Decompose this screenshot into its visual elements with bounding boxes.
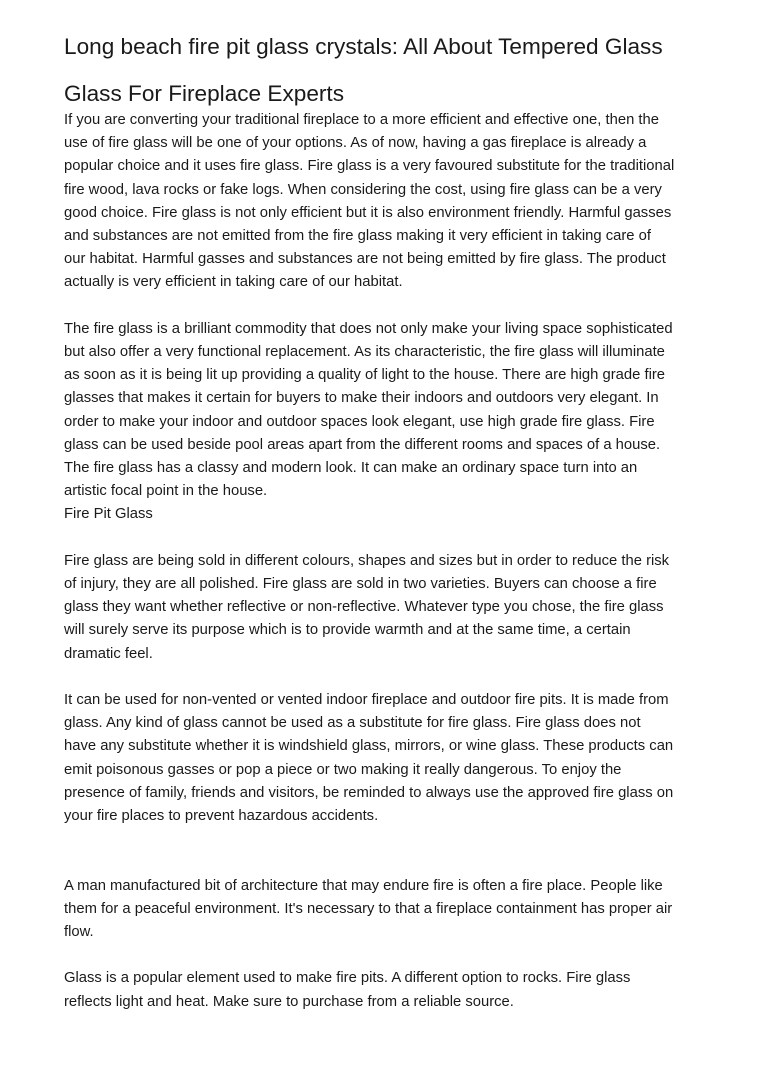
document-title: Long beach fire pit glass crystals: All About Tempered Glass — [64, 34, 663, 59]
paragraph-spacer — [64, 828, 714, 874]
paragraph-popular-element: Glass is a popular element used to make fire pits. A different option to rocks. Fire glass reflects light and heat. Make sure to purchase from a reliable source. — [64, 970, 631, 1010]
section-heading-fire-pit-glass: Fire Pit Glass — [64, 506, 153, 523]
paragraph-spacer — [64, 527, 714, 550]
document-page — [64, 32, 714, 1014]
paragraph-brilliant-commodity: The fire glass is a brilliant commodity that does not only make your living space sophisticated but also offer a very functional replacement. As its characteristic, the fire glass will illuminate as soon as it is being lit up providing a quality of light to the house. There are high grade fire glasses that makes it certain for buyers to make their indoors and outdoors very elegant. In order to make your indoor and outdoor spaces look elegant, use high grade fire glass. Fire glass can be used beside pool areas apart from the different rooms and spaces of a house. The fire glass has a classy and modern look. It can make an ordinary space turn into an artistic focal point in the house. — [64, 320, 673, 500]
document-body — [64, 109, 714, 1014]
paragraph-intro: If you are converting your traditional fireplace to a more efficient and effective one, then the use of fire glass will be one of your options. As of now, having a gas fireplace is already a popular choice and it uses fire glass. Fire glass is a very favoured substitute for the traditional fire wood, lava rocks or fake logs. When considering the cost, using fire glass can be a very good choice. Fire glass is not only efficient but it is also environment friendly. Harmful gasses and substances are not emitted from the fire glass making it very efficient in taking care of our habitat. Harmful gasses and substances are not being emitted by fire glass. The product actually is very efficient in taking care of our habitat. — [64, 112, 675, 291]
paragraph-vented-fireplace: It can be used for non-vented or vented indoor fireplace and outdoor fire pits. It is made from glass. Any kind of glass cannot be used as a substitute for fire glass. Fire glass does not have any substitute whether it is windshield glass, mirrors, or wine glass. These products can emit poisonous gasses or pop a piece or two making it really dangerous. To enjoy the presence of family, friends and visitors, be reminded to always use the approved fire glass on your fire places to prevent hazardous accidents. — [64, 692, 674, 825]
paragraph-spacer — [64, 944, 714, 967]
document-subtitle: Glass For Fireplace Experts — [64, 81, 344, 106]
paragraph-architecture: A man manufactured bit of architecture that may endure fire is often a fire place. People like them for a peaceful environment. It's necessary to that a fireplace containment has proper air flow. — [64, 877, 673, 941]
paragraph-spacer — [64, 666, 714, 689]
paragraph-colours-shapes: Fire glass are being sold in different colours, shapes and sizes but in order to reduce the risk of injury, they are all polished. Fire glass are sold in two varieties. Buyers can choose a fire glass they want whether reflective or non-reflective. Whatever type you chose, the fire glass will surely serve its purpose which is to provide warmth and at the same time, a certain dramatic feel. — [64, 552, 670, 662]
paragraph-spacer — [64, 295, 714, 318]
